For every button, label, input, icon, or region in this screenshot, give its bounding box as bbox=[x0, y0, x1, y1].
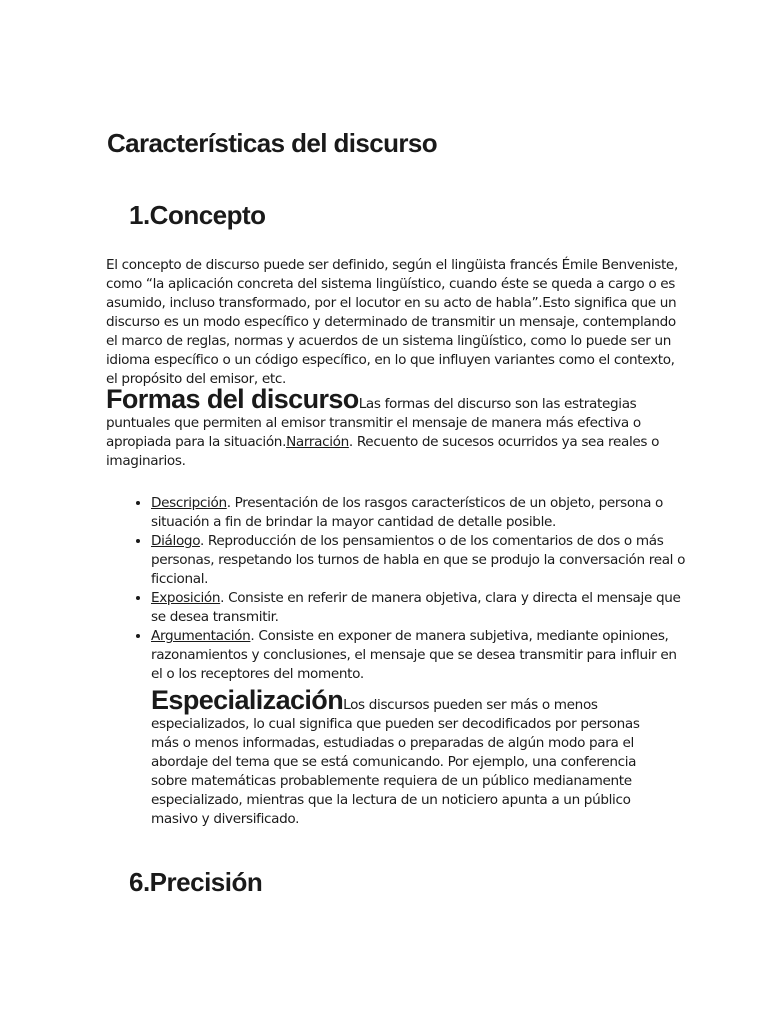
heading-concepto: 1.Concepto bbox=[129, 200, 266, 230]
list-item-descripcion bbox=[151, 494, 691, 532]
narracion-text: . Recuento de sucesos ocurridos ya sea reales o imaginarios. bbox=[106, 434, 660, 469]
link-argumentacion[interactable]: Argumentación bbox=[151, 628, 251, 644]
dialogo-text: . Reproducción de los pensamientos o de los comentarios de dos o más personas, respetando los turnos de habla en que se produjo la conversación real o ficcional. bbox=[151, 533, 686, 587]
descripcion-text: . Presentación de los rasgos característicos de un objeto, persona o situación a fin de brindar la mayor cantidad de detalle posible. bbox=[151, 495, 664, 530]
heading-formas-del-discurso: Formas del discurso bbox=[106, 384, 359, 414]
link-dialogo[interactable]: Diálogo bbox=[151, 533, 200, 549]
link-descripcion[interactable]: Descripción bbox=[151, 495, 227, 511]
heading-precision: 6.Precisión bbox=[129, 867, 263, 897]
paragraph-formas bbox=[106, 384, 678, 471]
argumentacion-text: . Consiste en exponer de manera subjetiva, mediante opiniones, razonamientos y conclusiones, el mensaje que se desea transmitir para influir en el o los receptores del momento. bbox=[151, 628, 677, 682]
link-exposicion[interactable]: Exposición bbox=[151, 590, 221, 606]
forms-list bbox=[106, 494, 691, 684]
link-narracion[interactable]: Narración bbox=[286, 434, 349, 450]
exposicion-text: . Consiste en referir de manera objetiva, clara y directa el mensaje que se desea transmitir. bbox=[151, 590, 681, 625]
page-title: Características del discurso bbox=[107, 128, 438, 158]
heading-especializacion: Especialización bbox=[151, 685, 344, 715]
list-item-exposicion bbox=[151, 589, 691, 627]
list-item-dialogo bbox=[151, 532, 691, 589]
especializacion-text: Los discursos pueden ser más o menos especializados, lo cual significa que pueden ser decodificados por personas más o menos informadas, estudiadas o preparadas de algún modo para el abordaje del tema que se está comunicando. Por ejemplo, una conferencia sobre matemáticas probablemente requiera de un público medianamente especializado, mientras que la lectura de un noticiero apunta a un público masivo y diversificado. bbox=[151, 697, 640, 827]
list-item-argumentacion bbox=[151, 627, 691, 684]
paragraph-especializacion bbox=[151, 685, 671, 829]
paragraph-concepto: El concepto de discurso puede ser definido, según el lingüista francés Émile Benveniste, como “la aplicación concreta del sistema lingüístico, cuando éste se queda a cargo o es asumido, incluso transformado, por el locutor en su acto de habla”.Esto significa que un discurso es un modo específico y determinado de transmitir un mensaje, contemplando el marco de reglas, normas y acuerdos de un sistema lingüístico, como lo puede ser un idioma específico o un código específico, en lo que influyen variantes como el contexto, el propósito del emisor, etc. bbox=[106, 257, 678, 387]
formas-intro-text: Las formas del discurso son las estrategias puntuales que permiten al emisor transmitir el mensaje de manera más efectiva o apropiada para la situación. bbox=[106, 396, 641, 450]
